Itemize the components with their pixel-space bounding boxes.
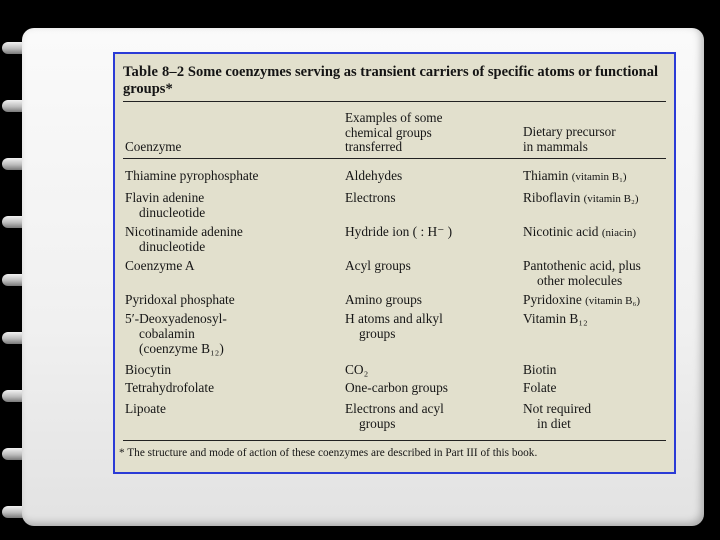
header-groups: Examples of some chemical groups transferred xyxy=(345,110,443,154)
row-groups: Aldehydes xyxy=(345,168,403,183)
table-figure xyxy=(113,52,676,474)
header-rule xyxy=(123,158,666,159)
header-precursor: Dietary precursor in mammals xyxy=(523,124,616,154)
row-precursor: Vitamin B₁₂ xyxy=(523,311,588,326)
row-groups: Amino groups xyxy=(345,292,422,307)
row-precursor: Not required in diet xyxy=(523,401,592,431)
footer-rule xyxy=(123,440,666,441)
row-precursor: Pantothenic acid, plus other molecules xyxy=(523,258,641,288)
header-coenzyme: Coenzyme xyxy=(125,139,182,154)
row-groups: Electrons and acyl groups xyxy=(345,401,444,431)
row-groups: H atoms and alkyl groups xyxy=(345,311,443,341)
row-precursor: Nicotinic acid (niacin) xyxy=(523,224,637,239)
row-groups: CO₂ xyxy=(345,362,369,377)
row-groups: Acyl groups xyxy=(345,258,411,273)
table-title xyxy=(123,64,668,98)
row-precursor: Folate xyxy=(523,380,557,395)
title-rule xyxy=(123,101,666,102)
table-caption: Some coenzymes serving as transient carriers of specific atoms or functional groups* xyxy=(123,64,659,97)
row-precursor: Pyridoxine (vitamin B₆) xyxy=(523,292,640,307)
row-precursor: Biotin xyxy=(523,362,557,377)
row-coenzyme: Pyridoxal phosphate xyxy=(125,292,235,307)
row-coenzyme: 5′-Deoxyadenosyl- cobalamin (coenzyme B₁₂) xyxy=(125,311,227,356)
table-number: Table 8–2 xyxy=(123,64,185,80)
row-coenzyme: Lipoate xyxy=(125,401,166,416)
table-footnote: * The structure and mode of action of these coenzymes are described in Part III of this book. xyxy=(119,447,538,459)
row-coenzyme: Biocytin xyxy=(125,362,172,377)
row-coenzyme: Coenzyme A xyxy=(125,258,195,273)
row-coenzyme: Nicotinamide adenine dinucleotide xyxy=(125,224,243,254)
row-groups: Electrons xyxy=(345,190,396,205)
row-groups: One-carbon groups xyxy=(345,380,448,395)
row-precursor: Riboflavin (vitamin B₂) xyxy=(523,190,639,205)
row-precursor: Thiamin (vitamin B₁) xyxy=(523,168,627,183)
row-groups: Hydride ion ( : H⁻ ) xyxy=(345,224,453,239)
row-coenzyme: Tetrahydrofolate xyxy=(125,380,215,395)
row-coenzyme: Thiamine pyrophosphate xyxy=(125,168,259,183)
row-coenzyme: Flavin adenine dinucleotide xyxy=(125,190,206,220)
